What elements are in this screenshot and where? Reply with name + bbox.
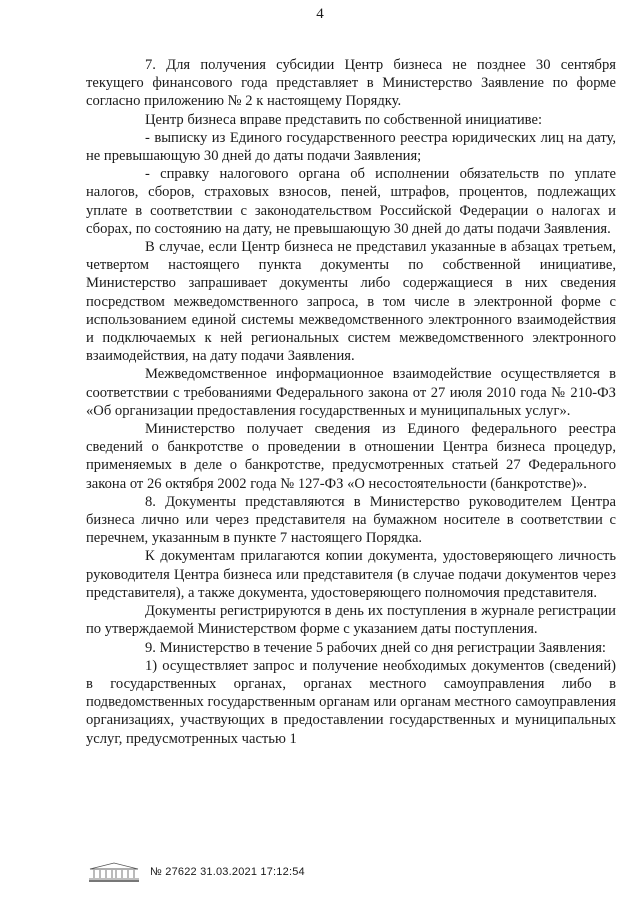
paragraph-attached-copies: К документам прилагаются копии документа, удостоверяющего личность руководителя Центра бизнеса или представителя (в случае подачи документов через представителя), а также документа, удостоверяющего полномочия представителя.: [86, 548, 616, 601]
paragraph-interagency-cooperation: Межведомственное информационное взаимодействие осуществляется в соответствии с требованиями Федерального закона от 27 июля 2010 года № 210-ФЗ «Об организации предоставления государственных и муниципальных услуг».: [86, 366, 616, 419]
registration-stamp: № 27622 31.03.2021 17:12:54: [150, 866, 305, 878]
page-footer: [86, 860, 305, 884]
paragraph-item-7: 7. Для получения субсидии Центр бизнеса не позднее 30 сентября текущего финансового года представляет в Министерство Заявление по форме согласно приложению № 2 к настоящему Порядку.: [86, 57, 616, 110]
paragraph-item-8: 8. Документы представляются в Министерство руководителем Центра бизнеса лично или через представителя на бумажном носителе в соответствии с перечнем, указанным в пункте 7 настоящего Порядка.: [86, 493, 616, 547]
paragraph-tax-certificate: - справку налогового органа об исполнении обязательств по уплате налогов, сборов, страховых взносов, пеней, штрафов, процентов, подлежащих уплате в соответствии с законодательством Российской Федерации о налогах и сборах, по состоянию на дату, не превышающую 30 дней до даты подачи Заявления.: [86, 166, 616, 237]
paragraph-item-9-1: 1) осуществляет запрос и получение необходимых документов (сведений) в государственных органах, органах местного самоуправления либо в подведомственных государственным органам или органам местного самоуправления организациях, участвующих в предоставлении государственных и муниципальных услуг, предусмотренных частью 1: [86, 657, 616, 747]
government-building-stamp-icon: [86, 861, 142, 883]
page-number: 4: [316, 6, 324, 22]
paragraph-registration: Документы регистрируются в день их поступления в журнале регистрации по утверждаемой Министерством форме с указанием даты поступления.: [86, 603, 616, 638]
document-body: [86, 56, 616, 748]
paragraph-optional-docs-intro: Центр бизнеса вправе представить по собственной инициативе:: [145, 111, 543, 128]
paragraph-bankruptcy-registry: Министерство получает сведения из Единого федерального реестра сведений о банкротстве о проведении в отношении Центра бизнеса процедур, применяемых в деле о банкротстве, предусмотренных статьей 27 Федерального закона от 26 октября 2002 года № 127-ФЗ «О несостоятельности (банкротстве)».: [86, 421, 616, 492]
paragraph-registry-extract: - выписку из Единого государственного реестра юридических лиц на дату, не превышающую 30 дней до даты подачи Заявления;: [86, 129, 616, 165]
paragraph-item-9: 9. Министерство в течение 5 рабочих дней со дня регистрации Заявления:: [145, 639, 606, 656]
paragraph-interagency-request: В случае, если Центр бизнеса не представил указанные в абзацах третьем, четвертом настоящего пункта документы по собственной инициативе, Министерство запрашивает документы либо содержащиеся в них сведения посредством межведомственного запроса, в том числе в электронной форме с использованием единой системы межведомственного электронного взаимодействия и подключаемых к ней региональных систем межведомственного электронного взаимодействия, на дату подачи Заявления.: [86, 239, 616, 365]
